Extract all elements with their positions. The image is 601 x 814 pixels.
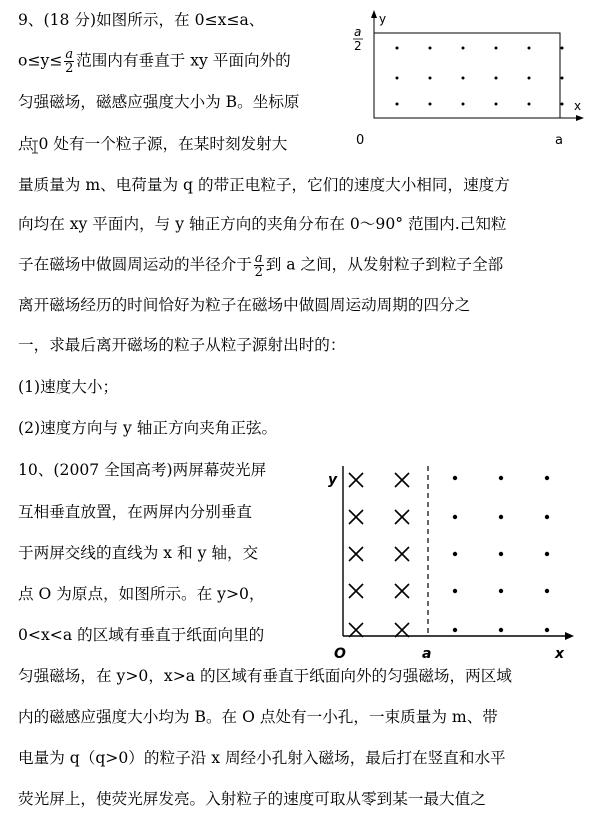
field-dot bbox=[528, 103, 531, 106]
field-dot bbox=[453, 628, 457, 632]
field-dot bbox=[453, 552, 457, 556]
p9-line-7b: 到 a 之间，从发射粒子到粒子全部 bbox=[265, 255, 504, 274]
p9-line-7 bbox=[18, 252, 503, 279]
field-cross bbox=[349, 473, 363, 487]
field-dot bbox=[561, 47, 564, 50]
p9-line-2a: o≤y≤ bbox=[18, 51, 63, 70]
p9-line-8: 离开磁场经历的时间恰好为粒子在磁场中做圆周运动周期的四分之 bbox=[18, 296, 471, 314]
p10-two-region-field-figure bbox=[318, 460, 594, 662]
p9-field-boundary bbox=[374, 33, 560, 118]
p9-question-2: (2)速度方向与 y 轴正方向夹角正弦。 bbox=[18, 419, 278, 437]
p9-line-7a: 子在磁场中做圆周运动的半径介于 bbox=[18, 255, 252, 274]
field-dot bbox=[429, 47, 432, 50]
field-dot bbox=[499, 628, 503, 632]
field-dot bbox=[495, 47, 498, 50]
fraction-numerator: a bbox=[254, 251, 263, 266]
field-dot bbox=[396, 103, 399, 106]
p10-line-3: 于两屏交线的直线为 x 和 y 轴，交 bbox=[18, 544, 259, 562]
field-dot bbox=[545, 552, 549, 556]
p10-line-6: 匀强磁场，在 y>0，x>a 的区域有垂直于纸面向外的匀强磁场，两区域 bbox=[18, 667, 512, 685]
p10-line-2: 互相垂直放置，在两屏内分别垂直 bbox=[18, 503, 252, 521]
field-dot bbox=[545, 515, 549, 519]
p9-x-label: x bbox=[574, 99, 582, 113]
p10-x-label: x bbox=[555, 646, 565, 662]
p10-line-5: 0<x<a 的区域有垂直于纸面向里的 bbox=[18, 626, 265, 644]
p9-line-2 bbox=[18, 48, 291, 75]
p10-x-axis-arrow bbox=[565, 632, 574, 640]
field-dot bbox=[499, 589, 503, 593]
p9-line-9: 一，求最后离开磁场的粒子从粒子源射出时的： bbox=[18, 336, 346, 354]
field-dot bbox=[561, 77, 564, 80]
field-cross bbox=[395, 547, 409, 561]
p9-line-1: 9、(18 分)如图所示，在 0≤x≤a、 bbox=[18, 11, 265, 29]
field-dot bbox=[453, 476, 457, 480]
field-cross bbox=[349, 547, 363, 561]
p9-line-4: 点 0 处有一个粒子源，在某时刻发射大 bbox=[18, 135, 288, 153]
field-dot bbox=[453, 589, 457, 593]
field-dot bbox=[429, 77, 432, 80]
field-dot bbox=[429, 103, 432, 106]
field-dot bbox=[545, 589, 549, 593]
p9-y-label: y bbox=[379, 12, 387, 26]
field-cross bbox=[395, 623, 409, 637]
field-dot bbox=[545, 476, 549, 480]
p9-a-label: a bbox=[555, 133, 563, 148]
p10-field-crosses bbox=[349, 473, 409, 637]
field-dot bbox=[528, 47, 531, 50]
field-dot bbox=[545, 628, 549, 632]
field-dot bbox=[453, 515, 457, 519]
field-dot bbox=[495, 77, 498, 80]
p10-line-1: 10、(2007 全国高考)两屏幕荧光屏 bbox=[18, 461, 267, 479]
fraction-denominator: 2 bbox=[254, 265, 263, 280]
field-dot bbox=[499, 476, 503, 480]
field-dot bbox=[561, 103, 564, 106]
p9-field-dots bbox=[396, 47, 564, 106]
p9-magnetic-field-figure bbox=[352, 6, 592, 156]
p9-question-1: (1)速度大小； bbox=[18, 378, 119, 396]
field-dot bbox=[462, 77, 465, 80]
p10-line-4: 点 O 为原点，如图所示。在 y>0， bbox=[18, 585, 265, 603]
p9-a-over-2-num: a bbox=[354, 25, 362, 39]
field-dot bbox=[495, 103, 498, 106]
p10-line-9: 荧光屏上，使荧光屏发亮。入射粒子的速度可取从零到某一最大值之 bbox=[18, 790, 486, 808]
p9-line-2b: 范围内有垂直于 xy 平面向外的 bbox=[76, 51, 291, 70]
field-dot bbox=[396, 47, 399, 50]
p9-origin-label: 0 bbox=[356, 133, 365, 148]
field-cross bbox=[395, 510, 409, 524]
field-cross bbox=[395, 473, 409, 487]
field-dot bbox=[396, 77, 399, 80]
field-dot bbox=[462, 47, 465, 50]
text-cursor-icon bbox=[30, 140, 40, 154]
p10-y-label: y bbox=[328, 472, 338, 488]
p9-line-3: 匀强磁场，磁感应强度大小为 B。坐标原 bbox=[18, 93, 300, 111]
p9-fraction-a-over-2-inline bbox=[254, 252, 264, 279]
p10-field-dots bbox=[453, 476, 549, 632]
p9-a-over-2-den: 2 bbox=[354, 39, 362, 53]
p10-line-7: 内的磁感应强度大小均为 B。在 O 点处有一小孔，一束质量为 m、带 bbox=[18, 708, 498, 726]
p9-x-axis-arrow bbox=[576, 115, 584, 121]
p9-y-axis-arrow bbox=[371, 10, 377, 18]
field-cross bbox=[349, 584, 363, 598]
fraction-numerator: a bbox=[65, 47, 74, 62]
field-dot bbox=[528, 77, 531, 80]
field-cross bbox=[349, 510, 363, 524]
p10-a-label: a bbox=[422, 646, 432, 662]
p9-fraction-a-over-2 bbox=[64, 48, 74, 75]
field-dot bbox=[499, 515, 503, 519]
p9-line-6: 向均在 xy 平面内，与 y 轴正方向的夹角分布在 0～90° 范围内.己知粒 bbox=[18, 215, 507, 233]
p10-origin-label: O bbox=[334, 646, 346, 662]
field-dot bbox=[462, 103, 465, 106]
fraction-denominator: 2 bbox=[65, 61, 74, 76]
field-cross bbox=[349, 623, 363, 637]
field-cross bbox=[395, 584, 409, 598]
p10-line-8: 电量为 q（q>0）的粒子沿 x 周经小孔射入磁场，最后打在竖直和水平 bbox=[18, 749, 506, 767]
field-dot bbox=[499, 552, 503, 556]
p9-line-5: 量质量为 m、电荷量为 q 的带正电粒子，它们的速度大小相同，速度方 bbox=[18, 176, 510, 194]
